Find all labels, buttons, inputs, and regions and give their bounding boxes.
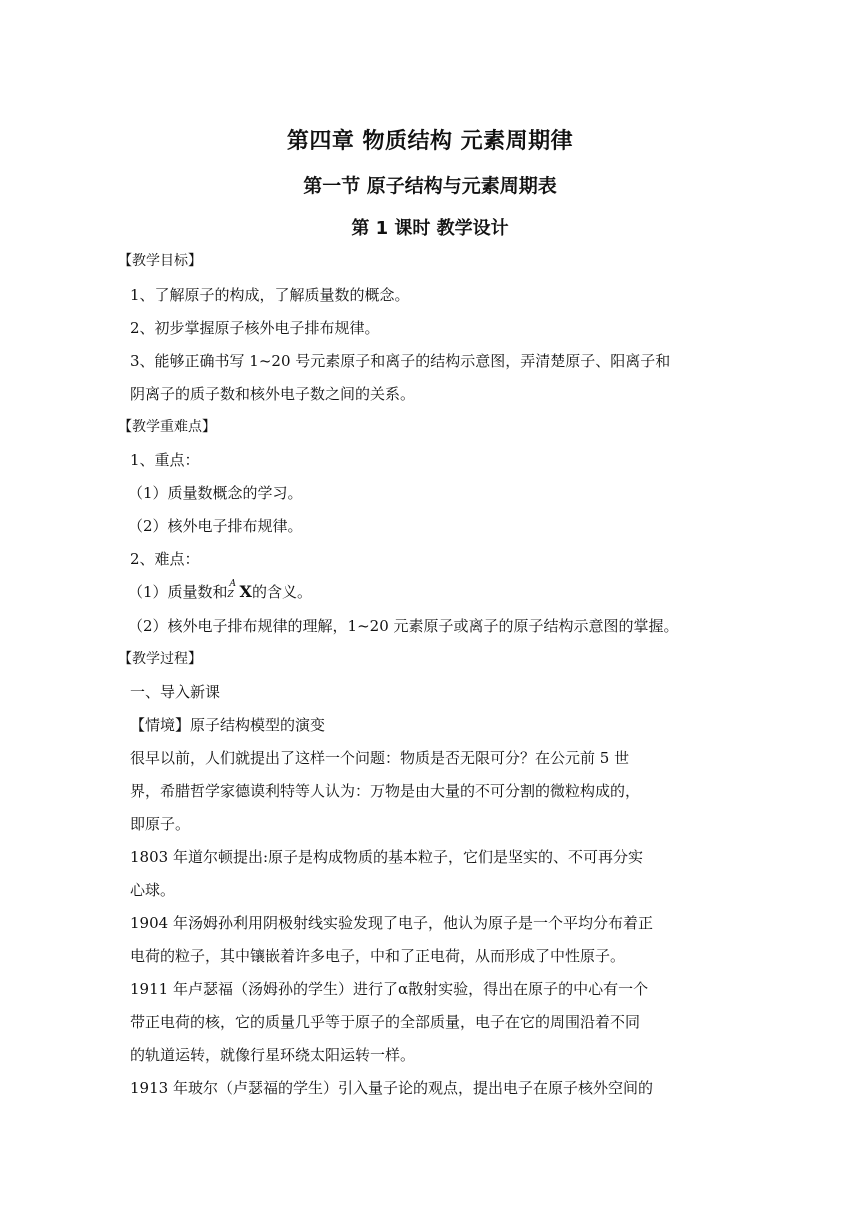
difficulty-item-prefix: （1）质量数和: [128, 583, 228, 601]
body-line: 界，希腊哲学家德谟利特等人认为：万物是由大量的不可分割的微粒构成的，: [130, 782, 641, 800]
body-line: 1803 年道尔顿提出:原子是构成物质的基本粒子，它们是坚实的、不可再分实: [130, 848, 643, 866]
difficulty-item: （2）核外电子排布规律的理解，1~20 元素原子或离子的原子结构示意图的掌握。: [128, 617, 679, 635]
scenario-heading: 【情境】原子结构模型的演变: [130, 716, 326, 734]
focus-item: （2）核外电子排布规律。: [128, 517, 303, 535]
objective-item: 3、能够正确书写 1~20 号元素原子和离子的结构示意图，弄清楚原子、阳离子和: [130, 352, 671, 370]
lesson-title: 第 1 课时 教学设计: [351, 218, 509, 239]
mass-number: A: [229, 579, 237, 589]
body-line: 心球。: [130, 881, 176, 899]
atomic-number: Z: [227, 590, 234, 600]
body-line: 即原子。: [130, 815, 191, 833]
objective-item: 1、了解原子的构成，了解质量数的概念。: [130, 286, 410, 304]
focus-item: （1）质量数概念的学习。: [128, 484, 303, 502]
nuclide-notation: [227, 579, 240, 601]
objective-item: 2、初步掌握原子核外电子排布规律。: [130, 319, 380, 337]
chapter-title: 第四章 物质结构 元素周期律: [286, 129, 574, 154]
process-heading: 【教学过程】: [118, 651, 202, 667]
objective-item: 阴离子的质子数和核外电子数之间的关系。: [130, 385, 416, 403]
difficulty-item-suffix: 的含义。: [251, 583, 312, 601]
focus-label: 1、重点：: [130, 451, 200, 469]
objectives-heading: 【教学目标】: [118, 253, 202, 269]
body-line: 很早以前，人们就提出了这样一个问题：物质是否无限可分？在公元前 5 世: [130, 749, 630, 767]
body-line: 带正电荷的核，它的质量几乎等于原子的全部质量，电子在它的周围沿着不同: [130, 1013, 641, 1031]
body-line: 1904 年汤姆孙利用阴极射线实验发现了电子，他认为原子是一个平均分布着正: [130, 914, 653, 932]
element-symbol: X: [239, 582, 252, 601]
difficulty-item: [128, 581, 312, 602]
step-heading: 一、导入新课: [130, 683, 221, 701]
difficulty-label: 2、难点：: [130, 550, 200, 568]
body-line: 1913 年玻尔（卢瑟福的学生）引入量子论的观点，提出电子在原子核外空间的: [130, 1079, 653, 1097]
keypoints-heading: 【教学重难点】: [118, 419, 216, 435]
body-line: 电荷的粒子，其中镶嵌着许多电子，中和了正电荷，从而形成了中性原子。: [130, 947, 626, 965]
section-title: 第一节 原子结构与元素周期表: [303, 175, 557, 197]
body-line: 的轨道运转，就像行星环绕太阳运转一样。: [130, 1046, 416, 1064]
body-line: 1911 年卢瑟福（汤姆孙的学生）进行了α散射实验，得出在原子的中心有一个: [130, 980, 649, 998]
